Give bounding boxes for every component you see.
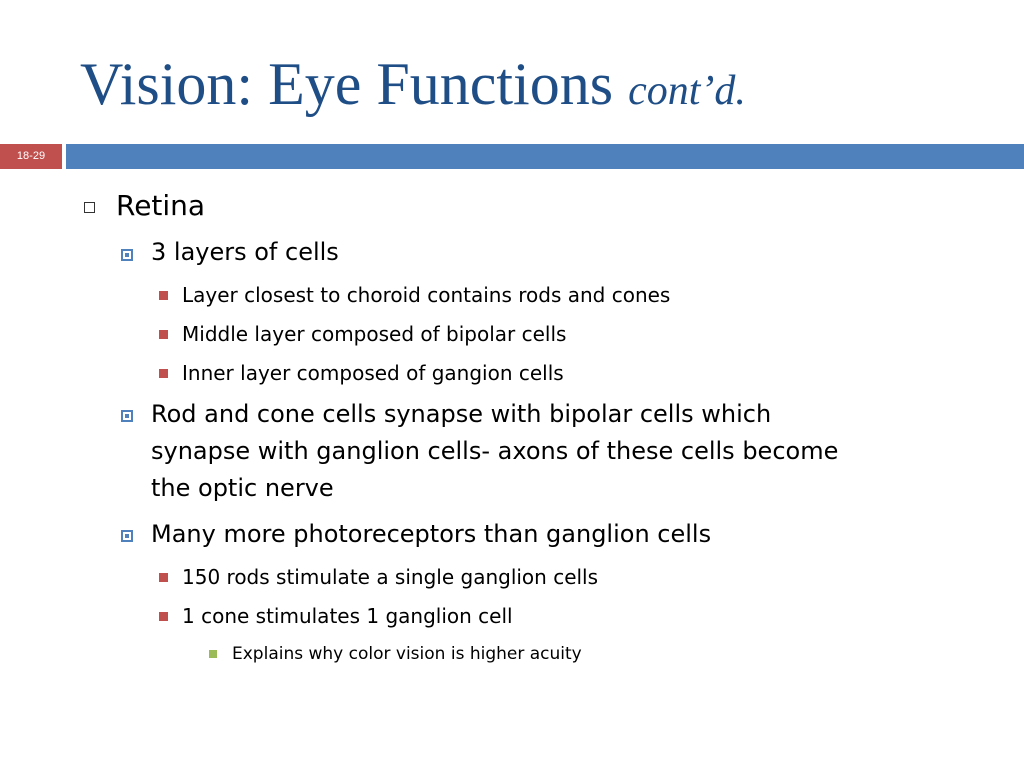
bullet-photoreceptors: Many more photoreceptors than ganglion cells [151,520,712,548]
bullet-layer-closest: Layer closest to choroid contains rods and cones [182,283,671,307]
red-square-bullet-icon [159,330,168,339]
red-square-bullet-icon [159,573,168,582]
blue-square-bullet-icon [121,410,133,422]
bullet-retina: Retina [116,189,206,222]
bullet-layers: 3 layers of cells [151,238,339,266]
bullet-layer-middle: Middle layer composed of bipolar cells [182,322,567,346]
bullet-synapse-line-1: Rod and cone cells synapse with bipolar cells which [151,400,772,428]
bullet-rods: 150 rods stimulate a single ganglion cells [182,565,599,589]
title-text: Vision: Eye Functions [80,51,614,117]
red-square-bullet-icon [159,291,168,300]
title-suffix: cont’d. [628,68,746,114]
red-square-bullet-icon [159,369,168,378]
bullet-acuity: Explains why color vision is higher acuity [232,644,582,664]
bullet-synapse-line-3: the optic nerve [151,474,334,502]
bullet-synapse-line-2: synapse with ganglion cells- axons of these cells become [151,437,839,465]
hollow-square-icon [84,202,95,213]
slide-title [80,48,746,127]
green-square-bullet-icon [209,650,217,658]
bullet-layer-inner: Inner layer composed of gangion cells [182,361,564,385]
blue-divider-band [66,144,1024,169]
slide-number-badge: 18-29 [0,144,62,169]
bullet-cone: 1 cone stimulates 1 ganglion cell [182,604,513,628]
blue-square-bullet-icon [121,530,133,542]
red-square-bullet-icon [159,612,168,621]
title-divider-bar [0,144,1024,169]
blue-square-bullet-icon [121,249,133,261]
